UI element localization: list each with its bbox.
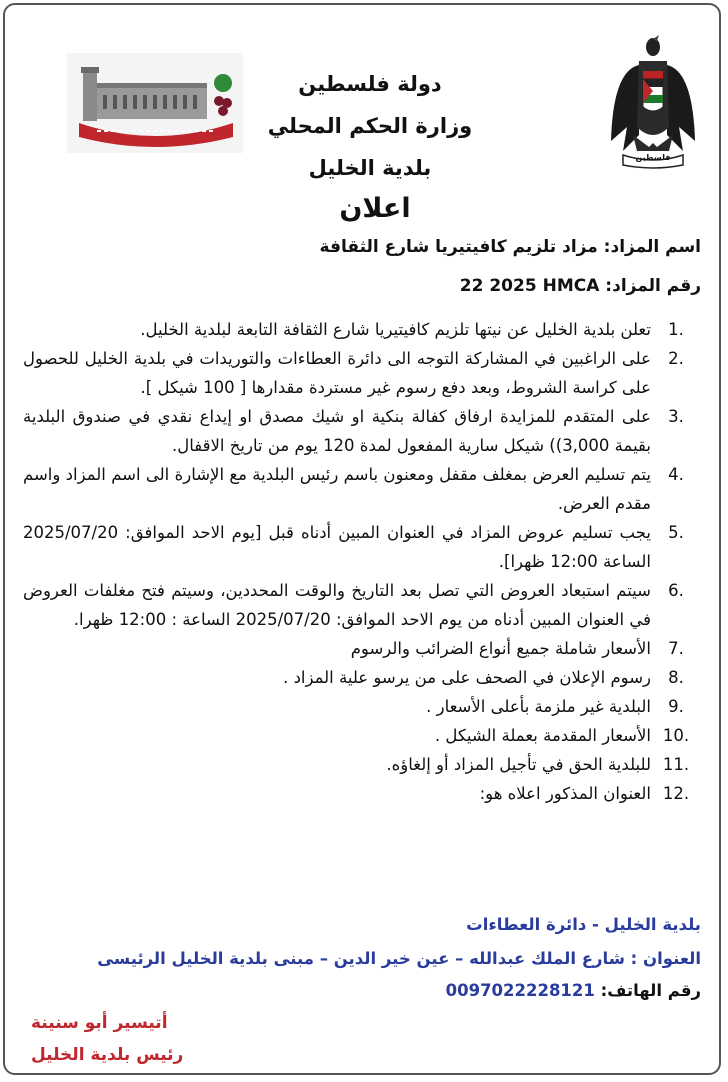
list-item	[23, 663, 701, 692]
announcement-page	[3, 3, 721, 1075]
item-text: الأسعار شاملة جميع أنواع الضرائب والرسوم	[350, 639, 651, 658]
phone-label: رقم الهاتف:	[600, 981, 701, 1000]
item-text: البلدية غير ملزمة بأعلى الأسعار .	[426, 697, 651, 716]
header-municipality: بلدية الخليل	[308, 156, 432, 180]
issuer-header	[245, 63, 495, 189]
list-item	[23, 518, 701, 576]
page-title: اعلان	[339, 193, 411, 224]
item-text: يتم تسليم العرض بمغلف مقفل ومعنون باسم رئيس البلدية مع الإشارة الى اسم المزاد واسم مقدم العرض.	[23, 465, 651, 513]
palestine-emblem-icon	[609, 31, 697, 171]
list-item	[23, 344, 701, 402]
signer-name: أتيسير أبو سنينة	[31, 1013, 168, 1033]
list-item	[23, 721, 701, 750]
contact-department: بلدية الخليل - دائرة العطاءات	[466, 915, 701, 934]
item-number: 9.	[668, 697, 684, 716]
auction-number-label: رقم المزاد:	[605, 276, 701, 296]
item-number: 1.	[668, 320, 684, 339]
item-text: سيتم استبعاد العروض التي تصل بعد التاريخ والوقت المحددين، وسيتم فتح مغلفات العروض في العنوان المبين أدناه من يوم الاحد الموافق: 2025/07/20 الساعة : 12:00 ظهرا.	[23, 581, 651, 629]
signer-role: رئيس بلدية الخليل	[31, 1045, 184, 1065]
list-item	[23, 750, 701, 779]
item-number: 11.	[662, 755, 690, 774]
item-text: تعلن بلدية الخليل عن نيتها تلزيم كافيتيريا شارع الثقافة التابعة لبلدية الخليل.	[140, 320, 651, 339]
item-number: 6.	[668, 581, 684, 600]
item-number: 2.	[668, 349, 684, 368]
item-text: الأسعار المقدمة بعملة الشيكل .	[434, 726, 651, 745]
list-item	[23, 460, 701, 518]
item-text: يجب تسليم عروض المزاد في العنوان المبين أدناه قبل [يوم الاحد الموافق: 2025/07/20 الساعة 12:00 ظهرا].	[23, 523, 651, 571]
list-item	[23, 779, 701, 808]
item-text: رسوم الإعلان في الصحف على من يرسو علية المزاد .	[283, 668, 651, 687]
item-number: 8.	[668, 668, 684, 687]
item-text: للبلدية الحق في تأجيل المزاد أو إلغاؤه.	[386, 755, 651, 774]
terms-list	[23, 315, 701, 808]
item-text: على الراغبين في المشاركة التوجه الى دائرة العطاءات والتوريدات في بلدية الخليل للحصول على كراسة الشروط، وبعد دفع رسوم غير مستردة مقدارها [ 100 شيكل ].	[23, 349, 651, 397]
contact-phone-line	[23, 981, 701, 1000]
auction-number-line	[460, 276, 701, 296]
header-ministry: وزارة الحكم المحلي	[267, 114, 473, 138]
item-number: 4.	[668, 465, 684, 484]
hebron-municipality-logo	[67, 53, 243, 153]
item-text: العنوان المذكور اعلاه هو:	[479, 784, 651, 803]
auction-name: مزاد تلزيم كافيتيريا شارع الثقافة	[319, 237, 598, 257]
list-item	[23, 692, 701, 721]
auction-name-label: اسم المزاد:	[603, 237, 701, 257]
header-state: دولة فلسطين	[298, 72, 442, 96]
list-item	[23, 576, 701, 634]
list-item	[23, 402, 701, 460]
item-number: 5.	[668, 523, 684, 542]
auction-name-line	[320, 237, 701, 257]
phone-number: 0097022228121	[445, 981, 595, 1000]
item-number: 12.	[662, 784, 690, 803]
list-item	[23, 634, 701, 663]
item-number: 3.	[668, 407, 684, 426]
list-item	[23, 315, 701, 344]
item-number: 10.	[662, 726, 690, 745]
item-text: على المتقدم للمزايدة ارفاق كفالة بنكية او شيك مصدق او إيداع نقدي في صندوق البلدية بقيمة 3,000)) شيكل سارية المفعول لمدة 120 يوم من تاريخ الاقفال.	[23, 407, 651, 455]
emblem-caption: فلسطين	[635, 153, 671, 162]
contact-address: العنوان : شارع الملك عبدالله – عين خير الدين – مبنى بلدية الخليل الرئيسى	[97, 949, 701, 968]
auction-number: 22 2025 HMCA	[459, 276, 600, 296]
item-number: 7.	[668, 639, 684, 658]
